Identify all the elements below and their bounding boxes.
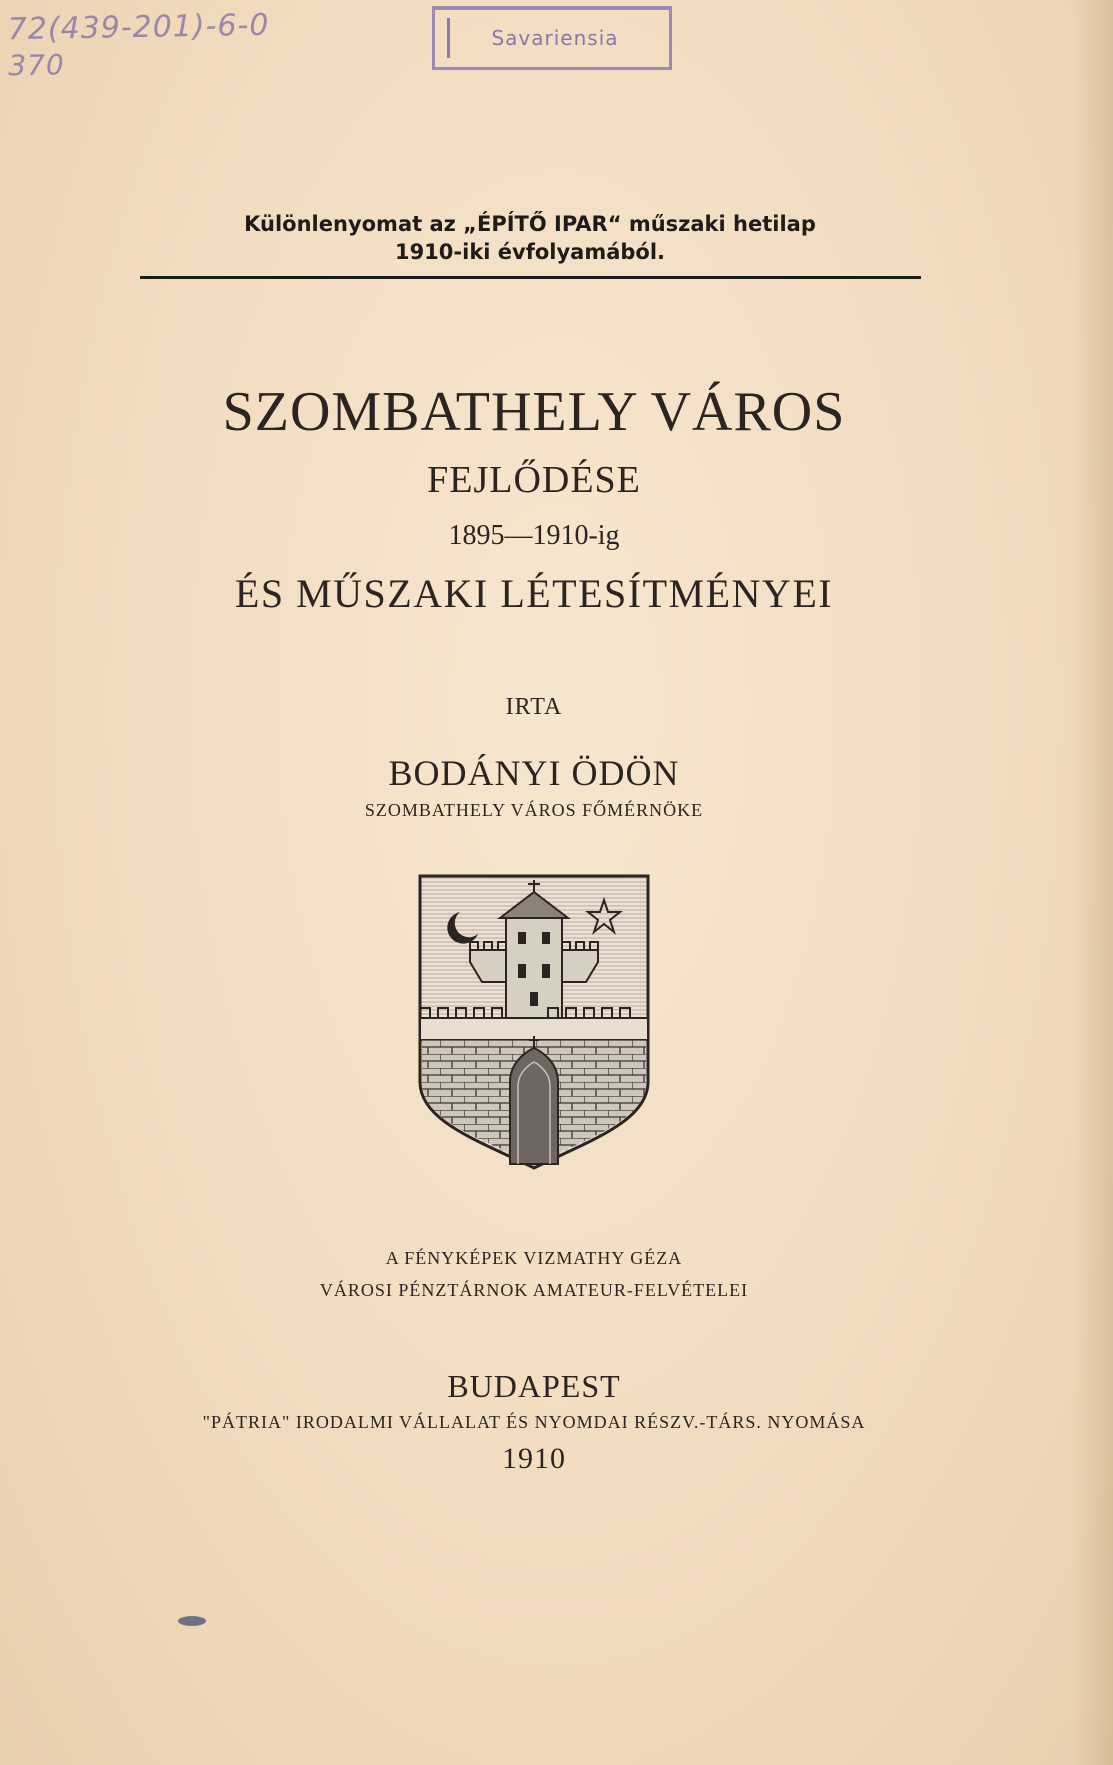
library-stamp	[432, 6, 672, 70]
author-intro: IRTA	[505, 694, 563, 720]
page-edge-shadow	[1073, 0, 1113, 1765]
imprint-city: BUDAPEST	[447, 1368, 621, 1404]
title-main: SZOMBATHELY VÁROS	[222, 381, 846, 443]
offprint-note-line-1: Különlenyomat az „ÉPÍTŐ IPAR“ műszaki hetilap	[244, 212, 816, 236]
imprint-printer: "PÁTRIA" IRODALMI VÁLLALAT ÉS NYOMDAI RÉSZV.-TÁRS. NYOMÁSA	[202, 1412, 866, 1432]
offprint-note	[140, 210, 920, 266]
title-line-4: ÉS MŰSZAKI LÉTESÍTMÉNYEI	[234, 571, 834, 616]
ink-blot	[178, 1616, 206, 1626]
imprint-year: 1910	[502, 1442, 566, 1475]
photo-credit-line-2: VÁROSI PÉNZTÁRNOK AMATEUR-FELVÉTELEI	[319, 1280, 749, 1300]
author-role: SZOMBATHELY VÁROS FŐMÉRNÖKE	[364, 800, 704, 820]
handwritten-shelfmark	[7, 8, 270, 85]
offprint-note-line-2: 1910-iki évfolyamából.	[394, 240, 666, 264]
shelfmark-line-1: 72(439-201)-6-0	[7, 7, 270, 48]
library-stamp-frame	[447, 18, 660, 58]
author-name: BODÁNYI ÖDÖN	[388, 753, 680, 793]
library-stamp-text: Savariensia	[491, 26, 619, 50]
photo-credit-line-1: A FÉNYKÉPEK VIZMATHY GÉZA	[385, 1248, 683, 1268]
title-line-2: FEJLŐDÉSE	[427, 459, 641, 501]
title-years: 1895—1910-ig	[448, 520, 620, 551]
header-rule	[140, 276, 921, 279]
shelfmark-line-2: 370	[8, 48, 66, 83]
coat-of-arms-icon	[416, 872, 652, 1172]
